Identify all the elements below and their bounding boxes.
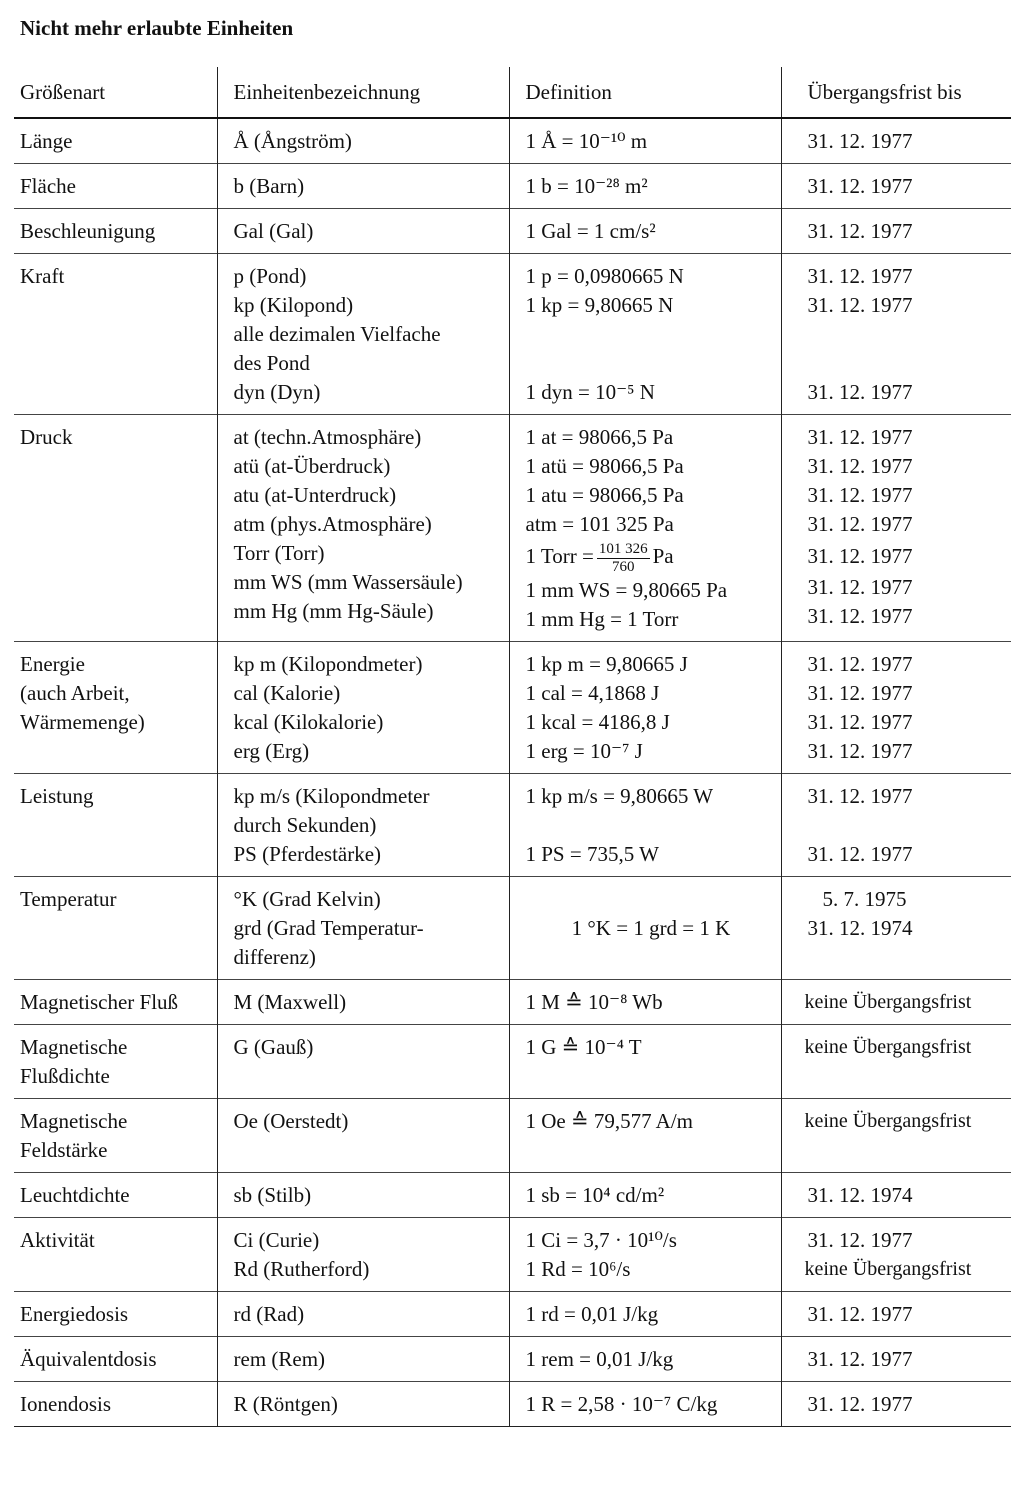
deadline-text: 31. 12. 1977 <box>807 380 913 404</box>
quantity-text: Wärmemenge) <box>20 709 145 734</box>
cell-unit <box>217 1024 509 1098</box>
cell-definition <box>509 773 781 876</box>
deadline-text: 31. 12. 1977 <box>807 264 913 288</box>
deadline-text: 31. 12. 1977 <box>807 293 913 317</box>
quantity-text: Leistung <box>20 783 94 808</box>
unit-text: mm Hg (mm Hg-Säule) <box>233 599 434 623</box>
definition-text: 1 mm WS = 9,80665 Pa <box>525 577 728 602</box>
table-body <box>14 118 1011 1426</box>
table-row <box>14 1381 1011 1426</box>
cell-deadline <box>781 1336 1011 1381</box>
cell-quantity <box>14 164 217 209</box>
cell-unit <box>217 1336 509 1381</box>
definition-text: 1 rd = 0,01 J/kg <box>525 1301 659 1326</box>
deadline-text: 31. 12. 1977 <box>807 174 913 198</box>
cell-unit <box>217 979 509 1024</box>
table-row <box>14 876 1011 979</box>
cell-unit <box>217 118 509 164</box>
quantity-text: Leuchtdichte <box>20 1182 130 1207</box>
cell-deadline <box>781 1217 1011 1291</box>
fraction-prefix: 1 Torr = <box>525 544 594 568</box>
fraction <box>597 541 650 576</box>
unit-text: durch Sekunden) <box>233 812 377 837</box>
deadline-text: 31. 12. 1977 <box>807 680 913 705</box>
unit-text: des Pond <box>233 351 310 375</box>
deadline-text <box>808 320 1008 349</box>
cell-unit <box>217 773 509 876</box>
unit-text: Rd (Rutherford) <box>233 1256 370 1281</box>
cell-unit <box>217 209 509 254</box>
table-row <box>14 1336 1011 1381</box>
unit-text: cal (Kalorie) <box>233 680 341 705</box>
definition-text: 1 PS = 735,5 W <box>525 841 659 866</box>
quantity-text: Energiedosis <box>20 1301 129 1326</box>
cell-definition <box>509 1024 781 1098</box>
cell-unit <box>217 164 509 209</box>
deadline-text: 31. 12. 1977 <box>807 512 913 536</box>
definition-text: 1 cal = 4,1868 J <box>525 680 660 705</box>
header-unit-name: Einheitenbezeichnung <box>217 67 509 118</box>
quantity-text: Länge <box>20 129 73 153</box>
unit-text: grd (Grad Temperatur- <box>233 915 424 940</box>
definition-text: 1 rem = 0,01 J/kg <box>525 1346 674 1371</box>
deadline-text: 31. 12. 1977 <box>807 483 913 507</box>
deadline-text: 31. 12. 1977 <box>807 783 913 808</box>
header-quantity: Größenart <box>20 79 106 104</box>
deadline-text: 31. 12. 1977 <box>807 709 913 734</box>
cell-definition <box>509 164 781 209</box>
definition-text: 1 Ci = 3,7 · 10¹⁰/s <box>525 1227 677 1252</box>
definition-text: 1 atu = 98066,5 Pa <box>525 483 684 507</box>
cell-unit <box>217 1217 509 1291</box>
quantity-text: Fläche <box>20 174 76 198</box>
unit-text: kp (Kilopond) <box>233 293 354 317</box>
unit-text: p (Pond) <box>233 264 307 288</box>
definition-text: 1 Oe ≙ 79,577 A/m <box>525 1108 694 1133</box>
table-row <box>14 979 1011 1024</box>
unit-text: Ci (Curie) <box>233 1227 320 1252</box>
quantity-text: Magnetische <box>20 1108 128 1133</box>
cell-unit <box>217 1381 509 1426</box>
cell-deadline <box>781 876 1011 979</box>
definition-text: 1 at = 98066,5 Pa <box>525 425 674 449</box>
cell-deadline <box>781 1172 1011 1217</box>
cell-quantity <box>14 876 217 979</box>
cell-unit <box>217 876 509 979</box>
cell-quantity <box>14 979 217 1024</box>
unit-text: G (Gauß) <box>233 1034 314 1059</box>
unit-text: kp m/s (Kilopondmeter <box>233 783 430 808</box>
cell-deadline <box>781 1098 1011 1172</box>
deadline-text: 31. 12. 1977 <box>807 1301 913 1326</box>
quantity-text: Feldstärke <box>20 1137 108 1162</box>
cell-quantity <box>14 209 217 254</box>
table-row <box>14 773 1011 876</box>
cell-definition <box>509 415 781 642</box>
definition-text: 1 M ≙ 10⁻⁸ Wb <box>525 989 663 1014</box>
header-deadline: Übergangsfrist bis <box>781 67 1011 118</box>
cell-definition <box>509 979 781 1024</box>
definition-text: 1 p = 0,0980665 N <box>525 264 684 288</box>
deadline-text: 31. 12. 1977 <box>807 1346 913 1371</box>
unit-text: alle dezimalen Vielfache <box>233 322 441 346</box>
unit-text: M (Maxwell) <box>233 989 347 1014</box>
unit-text: at (techn.Atmosphäre) <box>233 425 422 449</box>
cell-definition <box>509 1098 781 1172</box>
cell-quantity <box>14 1172 217 1217</box>
deadline-text: keine Übergangsfrist <box>804 1109 972 1132</box>
cell-quantity <box>14 415 217 642</box>
quantity-text: Magnetische <box>20 1034 128 1059</box>
unit-text: kcal (Kilokalorie) <box>233 709 384 734</box>
definition-text: 1 mm Hg = 1 Torr <box>525 606 679 631</box>
cell-deadline <box>781 773 1011 876</box>
cell-deadline <box>781 641 1011 773</box>
cell-definition <box>509 1172 781 1217</box>
definition-text: 1 kcal = 4186,8 J <box>525 709 670 734</box>
deadline-text: 31. 12. 1977 <box>807 1227 913 1252</box>
quantity-text: Äquivalentdosis <box>20 1346 157 1371</box>
deadline-text: 31. 12. 1977 <box>807 738 913 763</box>
definition-text: 1 Gal = 1 cm/s² <box>525 219 656 243</box>
deadline-text <box>808 349 1008 378</box>
deadline-text: 31. 12. 1977 <box>807 575 913 599</box>
definition-text: 1 erg = 10⁻⁷ J <box>525 738 643 763</box>
deadline-text: 5. 7. 1975 <box>822 886 907 911</box>
definition-text <box>526 349 777 378</box>
unit-text: erg (Erg) <box>233 738 310 763</box>
table-row <box>14 641 1011 773</box>
cell-quantity <box>14 1291 217 1336</box>
definition-text: 1 G ≙ 10⁻⁴ T <box>525 1034 642 1059</box>
table-row <box>14 1217 1011 1291</box>
unit-text: PS (Pferdestärke) <box>233 841 382 866</box>
table-row <box>14 1024 1011 1098</box>
cell-quantity <box>14 773 217 876</box>
fraction-suffix: Pa <box>652 544 674 568</box>
cell-deadline <box>781 1381 1011 1426</box>
definition-text: 1 atü = 98066,5 Pa <box>525 454 684 478</box>
fraction-numerator: 101 326 <box>598 540 648 557</box>
table-row <box>14 164 1011 209</box>
deadline-text: 31. 12. 1977 <box>807 454 913 478</box>
unit-text: atü (at-Überdruck) <box>233 454 391 478</box>
table-row <box>14 254 1011 415</box>
cell-unit <box>217 254 509 415</box>
cell-definition <box>509 641 781 773</box>
table-row <box>14 1291 1011 1336</box>
quantity-text: Ionendosis <box>20 1391 111 1416</box>
deadline-text: 31. 12. 1977 <box>807 219 913 243</box>
definition-text: 1 R = 2,58 · 10⁻⁷ C/kg <box>525 1391 718 1416</box>
table-row <box>14 1172 1011 1217</box>
unit-text: atm (phys.Atmosphäre) <box>233 512 432 536</box>
deadline-text: 31. 12. 1974 <box>807 1182 913 1207</box>
table-row <box>14 415 1011 642</box>
unit-text: rem (Rem) <box>233 1346 326 1371</box>
deadline-text: keine Übergangsfrist <box>804 1035 972 1058</box>
quantity-text: Flußdichte <box>20 1063 110 1088</box>
cell-definition <box>509 1291 781 1336</box>
page-title: Nicht mehr erlaubte Einheiten <box>20 16 294 40</box>
cell-definition <box>509 1217 781 1291</box>
definition-text: 1 dyn = 10⁻⁵ N <box>525 380 655 404</box>
unit-text: differenz) <box>233 944 316 969</box>
cell-quantity <box>14 254 217 415</box>
cell-unit <box>217 1291 509 1336</box>
unit-text: Oe (Oerstedt) <box>233 1108 349 1133</box>
definition-text: 1 Å = 10⁻¹⁰ m <box>525 129 648 153</box>
deadline-text: 31. 12. 1977 <box>807 1391 913 1416</box>
quantity-text: Kraft <box>20 264 65 288</box>
unit-text: Å (Ångström) <box>233 129 352 153</box>
cell-quantity <box>14 1336 217 1381</box>
cell-definition <box>509 876 781 979</box>
unit-text: sb (Stilb) <box>233 1182 312 1207</box>
cell-deadline <box>781 979 1011 1024</box>
deadline-text: keine Übergangsfrist <box>804 990 972 1013</box>
definition-text: 1 °K = 1 grd = 1 K <box>571 915 731 940</box>
quantity-text: Magnetischer Fluß <box>20 989 179 1014</box>
deadline-text: 31. 12. 1974 <box>807 915 913 940</box>
cell-deadline <box>781 415 1011 642</box>
unit-text: R (Röntgen) <box>233 1391 338 1416</box>
unit-text: Torr (Torr) <box>233 541 325 565</box>
deadline-text: keine Übergangsfrist <box>804 1257 972 1280</box>
unit-text: dyn (Dyn) <box>233 380 321 404</box>
cell-quantity <box>14 118 217 164</box>
cell-quantity <box>14 1217 217 1291</box>
definition-text: 1 b = 10⁻²⁸ m² <box>525 174 648 198</box>
quantity-text: Druck <box>20 425 73 449</box>
definition-text: 1 kp = 9,80665 N <box>525 293 674 317</box>
definition-text: 1 sb = 10⁴ cd/m² <box>525 1182 665 1207</box>
cell-definition <box>509 209 781 254</box>
header-definition: Definition <box>509 67 781 118</box>
table-row <box>14 118 1011 164</box>
unit-text: Gal (Gal) <box>233 219 314 243</box>
definition-text <box>526 811 777 840</box>
table-row <box>14 1098 1011 1172</box>
unit-text: atu (at-Unterdruck) <box>233 483 397 507</box>
deadline-text: 31. 12. 1977 <box>807 544 913 568</box>
cell-deadline <box>781 118 1011 164</box>
definition-text: 1 Rd = 10⁶/s <box>525 1256 631 1281</box>
cell-unit <box>217 415 509 642</box>
deadline-text: 31. 12. 1977 <box>807 651 913 676</box>
cell-unit <box>217 1098 509 1172</box>
fraction-denominator: 760 <box>611 558 635 575</box>
definition-text: atm = 101 325 Pa <box>525 512 674 536</box>
unit-text: mm WS (mm Wassersäule) <box>233 570 463 594</box>
cell-definition <box>509 254 781 415</box>
unit-text: °K (Grad Kelvin) <box>233 886 381 911</box>
quantity-text: Beschleunigung <box>20 219 156 243</box>
cell-definition <box>509 1381 781 1426</box>
deadline-text: 31. 12. 1977 <box>807 841 913 866</box>
cell-quantity <box>14 1098 217 1172</box>
cell-deadline <box>781 254 1011 415</box>
quantity-text: Energie <box>20 651 85 676</box>
definition-text: 1 kp m = 9,80665 J <box>525 651 688 676</box>
cell-quantity <box>14 1024 217 1098</box>
header-row <box>14 67 1011 118</box>
definition-text <box>526 320 777 349</box>
units-table <box>14 67 1011 1427</box>
quantity-text: Aktivität <box>20 1227 95 1252</box>
quantity-text: Temperatur <box>20 886 117 911</box>
deadline-text: 31. 12. 1977 <box>807 129 913 153</box>
cell-deadline <box>781 1024 1011 1098</box>
definition-text: 1 kp m/s = 9,80665 W <box>525 783 714 808</box>
cell-definition <box>509 118 781 164</box>
definition-fraction <box>526 539 777 576</box>
cell-unit <box>217 1172 509 1217</box>
cell-deadline <box>781 209 1011 254</box>
unit-text: rd (Rad) <box>233 1301 305 1326</box>
deadline-text: 31. 12. 1977 <box>807 425 913 449</box>
deadline-text <box>808 811 1008 840</box>
cell-quantity <box>14 641 217 773</box>
cell-deadline <box>781 1291 1011 1336</box>
cell-deadline <box>781 164 1011 209</box>
table-row <box>14 209 1011 254</box>
unit-text: kp m (Kilopondmeter) <box>233 651 423 676</box>
unit-text: b (Barn) <box>233 174 305 198</box>
cell-unit <box>217 641 509 773</box>
cell-definition <box>509 1336 781 1381</box>
cell-quantity <box>14 1381 217 1426</box>
deadline-text: 31. 12. 1977 <box>807 604 913 628</box>
quantity-text: (auch Arbeit, <box>20 680 130 705</box>
